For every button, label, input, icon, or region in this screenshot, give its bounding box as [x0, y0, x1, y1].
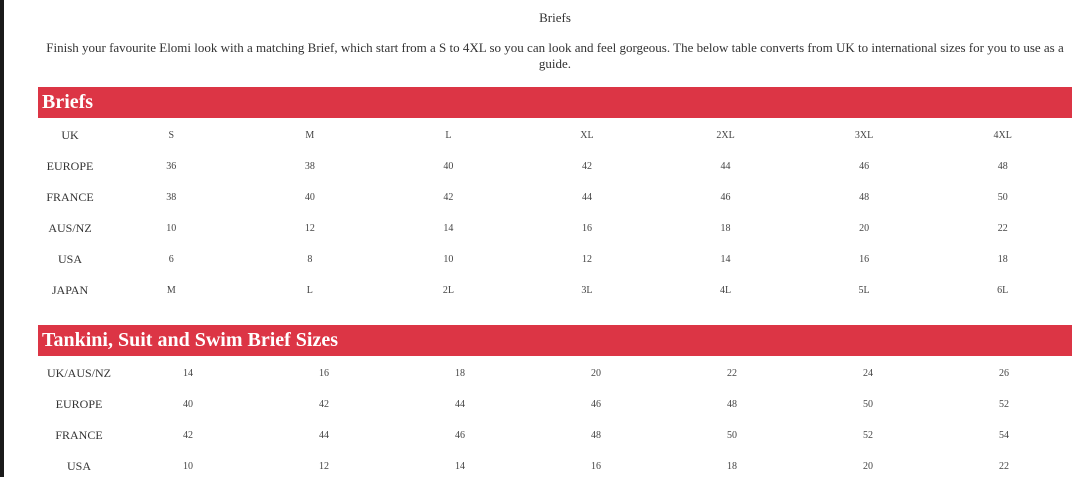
- table-cell: 14: [183, 368, 193, 379]
- table-cell: 18: [727, 461, 737, 472]
- table-row: [38, 420, 1072, 451]
- table-cell: 42: [443, 192, 454, 203]
- table-cell: 6: [168, 254, 174, 265]
- table-cell: 16: [859, 254, 870, 265]
- table-cell: 44: [455, 399, 465, 410]
- table-cell: 42: [183, 430, 193, 441]
- intro-paragraph: Finish your favourite Elomi look with a matching Brief, which start from a S to 4XL so you can look and feel gorgeous. The below table converts from UK to international sizes for you to use as a guide.: [46, 40, 1064, 71]
- table-cell: 24: [863, 368, 873, 379]
- table-cell: 14: [455, 461, 465, 472]
- row-label: FRANCE: [55, 428, 103, 442]
- table-cell: 52: [863, 430, 873, 441]
- table-cell: 40: [183, 399, 193, 410]
- table-cell: 44: [319, 430, 329, 441]
- table-row: [38, 358, 1072, 389]
- table-row: [38, 213, 1072, 244]
- table-cell: 48: [591, 430, 601, 441]
- table-cell: 18: [455, 368, 465, 379]
- table-cell: L: [445, 130, 452, 141]
- briefs-section-heading: Briefs: [38, 87, 1072, 118]
- table-cell: XL: [580, 130, 594, 141]
- table-cell: 44: [720, 161, 731, 172]
- window-left-edge: [0, 0, 4, 477]
- table-cell: 12: [581, 254, 592, 265]
- table-cell: M: [305, 130, 315, 141]
- table-cell: 10: [166, 223, 177, 234]
- table-cell: 40: [443, 161, 454, 172]
- row-label: JAPAN: [51, 283, 89, 297]
- table-cell: L: [306, 285, 313, 296]
- table-cell: 3L: [581, 285, 593, 296]
- briefs-size-table: [38, 120, 1072, 306]
- table-cell: 26: [999, 368, 1009, 379]
- table-cell: 42: [581, 161, 592, 172]
- table-cell: 12: [319, 461, 329, 472]
- table-cell: 3XL: [854, 130, 874, 141]
- table-cell: 14: [720, 254, 731, 265]
- table-cell: 46: [591, 399, 601, 410]
- table-row: [38, 244, 1072, 275]
- table-cell: 4L: [719, 285, 732, 296]
- table-cell: 54: [999, 430, 1009, 441]
- table-cell: 22: [999, 461, 1009, 472]
- table-cell: 50: [727, 430, 737, 441]
- row-label: AUS/NZ: [48, 221, 92, 235]
- table-cell: 40: [304, 192, 315, 203]
- table-cell: 12: [304, 223, 315, 234]
- table-cell: 48: [727, 399, 737, 410]
- table-cell: 46: [720, 192, 731, 203]
- table-cell: 10: [183, 461, 193, 472]
- table-cell: 42: [319, 399, 329, 410]
- table-cell: 6L: [997, 285, 1009, 296]
- table-row: [38, 151, 1072, 182]
- table-cell: 18: [997, 254, 1008, 265]
- table-cell: 48: [997, 161, 1008, 172]
- row-label: UK/AUS/NZ: [46, 366, 111, 380]
- table-cell: 16: [591, 461, 601, 472]
- table-cell: 2XL: [716, 130, 735, 141]
- table-cell: 38: [304, 161, 315, 172]
- table-cell: 5L: [858, 285, 870, 296]
- table-cell: 50: [863, 399, 873, 410]
- table-cell: 16: [581, 223, 592, 234]
- table-cell: 20: [863, 461, 873, 472]
- swim-section-heading: Tankini, Suit and Swim Brief Sizes: [38, 325, 1072, 356]
- table-cell: 22: [727, 368, 737, 379]
- table-cell: 44: [581, 192, 592, 203]
- row-label: FRANCE: [46, 190, 94, 204]
- page-title: Briefs: [539, 10, 571, 25]
- table-cell: 20: [859, 223, 870, 234]
- table-cell: 16: [319, 368, 329, 379]
- row-label: EUROPE: [46, 159, 94, 173]
- table-cell: 8: [307, 254, 313, 265]
- table-row: [38, 451, 1072, 482]
- row-label: USA: [57, 252, 82, 266]
- table-row: [38, 120, 1072, 151]
- table-cell: 48: [859, 192, 870, 203]
- row-label: UK: [61, 128, 79, 142]
- table-cell: 46: [859, 161, 870, 172]
- row-label: EUROPE: [55, 397, 103, 411]
- table-cell: 38: [166, 192, 177, 203]
- table-cell: 50: [997, 192, 1008, 203]
- table-cell: 22: [997, 223, 1008, 234]
- table-cell: 10: [443, 254, 454, 265]
- table-cell: 52: [999, 399, 1009, 410]
- table-row: [38, 182, 1072, 213]
- table-cell: 18: [720, 223, 731, 234]
- swim-size-table: [38, 358, 1072, 482]
- table-cell: S: [168, 130, 175, 141]
- table-cell: 14: [443, 223, 454, 234]
- row-label: USA: [66, 459, 91, 473]
- table-cell: 4XL: [993, 130, 1012, 141]
- table-cell: 20: [591, 368, 601, 379]
- table-cell: M: [166, 285, 176, 296]
- table-row: [38, 275, 1072, 306]
- table-row: [38, 389, 1072, 420]
- table-cell: 2L: [442, 285, 454, 296]
- table-cell: 36: [166, 161, 177, 172]
- table-cell: 46: [455, 430, 465, 441]
